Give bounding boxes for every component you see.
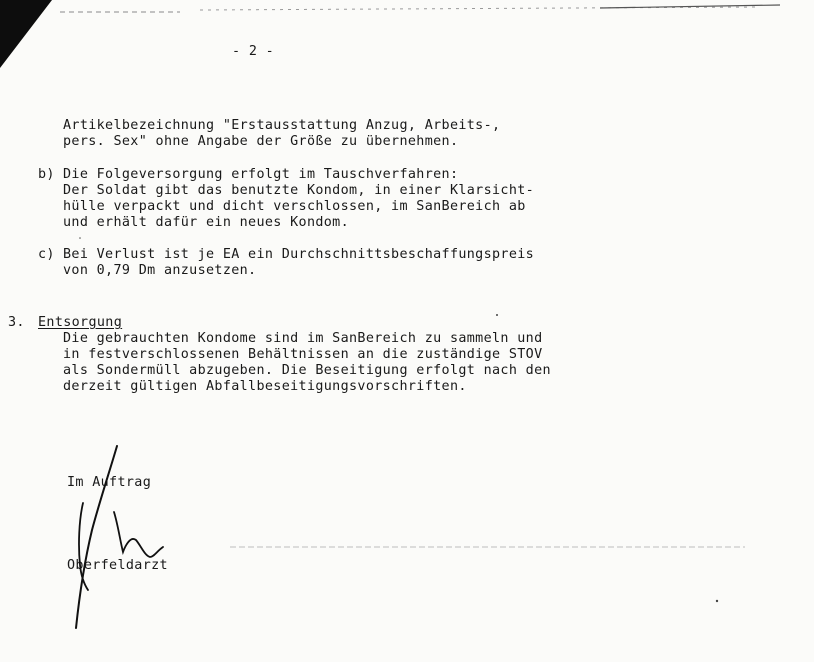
section-3-line-3: als Sondermüll abzugeben. Die Beseitigung erfolgt nach den — [63, 363, 551, 378]
section-3-number: 3. — [8, 315, 25, 330]
item-c-line-1: Bei Verlust ist je EA ein Durchschnittsbeschaffungspreis — [63, 247, 535, 262]
im-auftrag: Im Auftrag — [67, 475, 152, 490]
item-c-line-2: von 0,79 Dm anzusetzen. — [63, 263, 257, 278]
section-3-line-1: Die gebrauchten Kondome sind im SanBereich zu sammeln und — [63, 331, 543, 346]
item-b-line-1: Die Folgeversorgung erfolgt im Tauschverfahren: — [63, 167, 459, 182]
item-b-line-4: und erhält dafür ein neues Kondom. — [63, 215, 350, 230]
intro-line-2: pers. Sex" ohne Angabe der Größe zu übernehmen. — [63, 134, 459, 149]
section-3-line-4: derzeit gültigen Abfallbeseitigungsvorschriften. — [63, 379, 467, 394]
item-b-line-2: Der Soldat gibt das benutzte Kondom, in einer Klarsicht- — [63, 183, 535, 198]
item-b-line-3: hülle verpackt und dicht verschlossen, im SanBereich ab — [63, 199, 526, 214]
section-3-line-2: in festverschlossenen Behältnissen an die zuständige STOV — [63, 347, 543, 362]
rank-title: Oberfeldarzt — [67, 558, 168, 573]
item-c-marker: c) — [38, 247, 55, 262]
intro-line-1: Artikelbezeichnung "Erstausstattung Anzug, Arbeits-, — [63, 118, 501, 133]
section-3-heading: Entsorgung — [38, 315, 123, 330]
page-number: - 2 - — [232, 44, 275, 59]
item-b-marker: b) — [38, 167, 55, 182]
